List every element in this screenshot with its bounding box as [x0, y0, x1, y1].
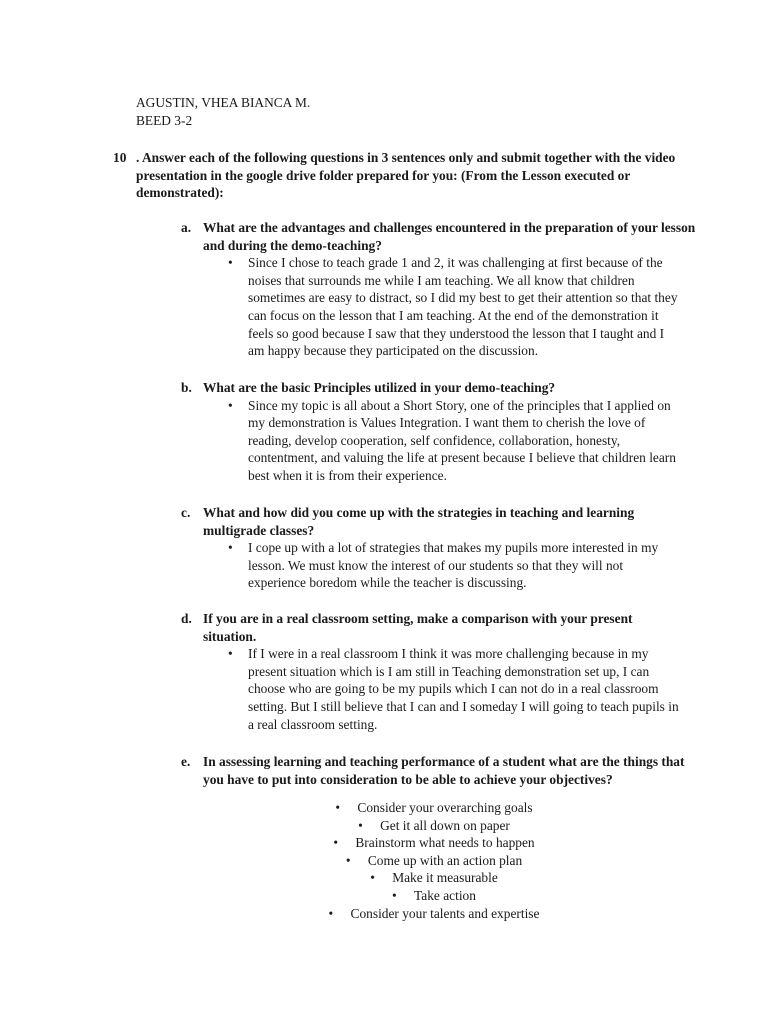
objective-text: Come up with an action plan [367, 852, 523, 868]
sub-question-letter: d. [181, 611, 192, 626]
sub-question-c [181, 504, 701, 592]
bullet-icon: • [228, 397, 233, 413]
objective-text: Brainstorm what needs to happen [355, 835, 535, 851]
sub-question-text: What are the basic Principles utilized in your demo-teaching? [203, 380, 556, 395]
student-name: AGUSTIN, VHEA BIANCA M. [136, 95, 311, 110]
sub-question-letter: a. [181, 220, 192, 235]
question-instruction: . Answer each of the following questions in 3 sentences only and submit together with the video presentation in the google drive folder prepared for you: (From the Lesson executed or demonstrated): [136, 150, 676, 201]
sub-question-text: What and how did you come up with the strategies in teaching and learning multigrade classes? [203, 505, 635, 538]
sub-question-a [181, 219, 701, 360]
document-header [136, 94, 310, 129]
answer-text: Since my topic is all about a Short Story, one of the principles that I applied on my demonstration is Values Integration. I want them to cherish the love of reading, develop cooperation, self confidence, collaboration, honesty, contentment, and valuing the life at present because I believe that children learn best when it is from their experience. [248, 397, 676, 483]
bullet-icon: • [345, 852, 351, 868]
objective-text: Consider your talents and expertise [350, 905, 540, 921]
objectives-list-item [0, 852, 768, 870]
answer-item [228, 397, 688, 485]
answer-text: If I were in a real classroom I think it was more challenging because in my present situation which is I am still in Teaching demonstration set up, I can choose who are going to be my pupils which I can not do in a real classroom setting. But I still believe that I can and I someday I will going to teach pupils in a real classroom setting. [248, 646, 679, 732]
answer-text: Since I chose to teach grade 1 and 2, it was challenging at first because of the noises that surrounds me while I am teaching. We all know that children sometimes are easy to distract, so I did my best to get their attention so that they can focus on the lesson that I am teaching. At the end of the demonstration it feels so good because I saw that they understood the lesson that I taught and I am happy because they participated on the discussion. [248, 255, 678, 359]
answer-text: I cope up with a lot of strategies that makes my pupils more interested in my lesson. We must know the interest of our students so that they will not experience boredom while the teacher is discussing. [248, 540, 659, 591]
sub-question-text: In assessing learning and teaching performance of a student what are the things that you have to put into consideration to be able to achieve your objectives? [203, 754, 685, 787]
objectives-list-item [0, 834, 768, 852]
objective-text: Get it all down on paper [380, 817, 510, 833]
bullet-icon: • [228, 255, 233, 271]
objectives-list [0, 799, 768, 922]
sub-question-text: If you are in a real classroom setting, make a comparison with your present situation. [203, 611, 633, 644]
sub-question-letter: c. [181, 505, 191, 520]
sub-question-letter: b. [181, 380, 192, 395]
objective-text: Take action [414, 887, 476, 903]
sub-question-text: What are the advantages and challenges encountered in the preparation of your lesson and during the demo-teaching? [203, 220, 696, 253]
objective-text: Consider your overarching goals [357, 800, 533, 815]
bullet-icon: • [333, 835, 339, 851]
bullet-icon: • [358, 817, 363, 833]
bullet-icon: • [228, 646, 233, 662]
question-number: 10 [113, 150, 127, 165]
sub-question-d [181, 610, 701, 733]
bullet-icon: • [328, 905, 334, 921]
bullet-icon: • [392, 887, 397, 903]
objectives-list-item [0, 817, 768, 835]
answer-item [228, 645, 680, 733]
bullet-icon: • [228, 540, 233, 556]
student-section: BEED 3-2 [136, 112, 193, 128]
objectives-list-item [0, 887, 768, 905]
objective-text: Make it measurable [392, 870, 498, 886]
sub-question-b [181, 379, 701, 485]
answer-item [228, 254, 680, 360]
bullet-icon: • [370, 870, 375, 886]
answer-item [228, 539, 680, 592]
objectives-list-item [0, 869, 768, 887]
bullet-icon: • [335, 800, 341, 815]
sub-question-letter: e. [181, 754, 191, 769]
sub-question-e [181, 753, 701, 788]
objectives-list-item [0, 905, 768, 923]
objectives-list-item [0, 799, 768, 817]
